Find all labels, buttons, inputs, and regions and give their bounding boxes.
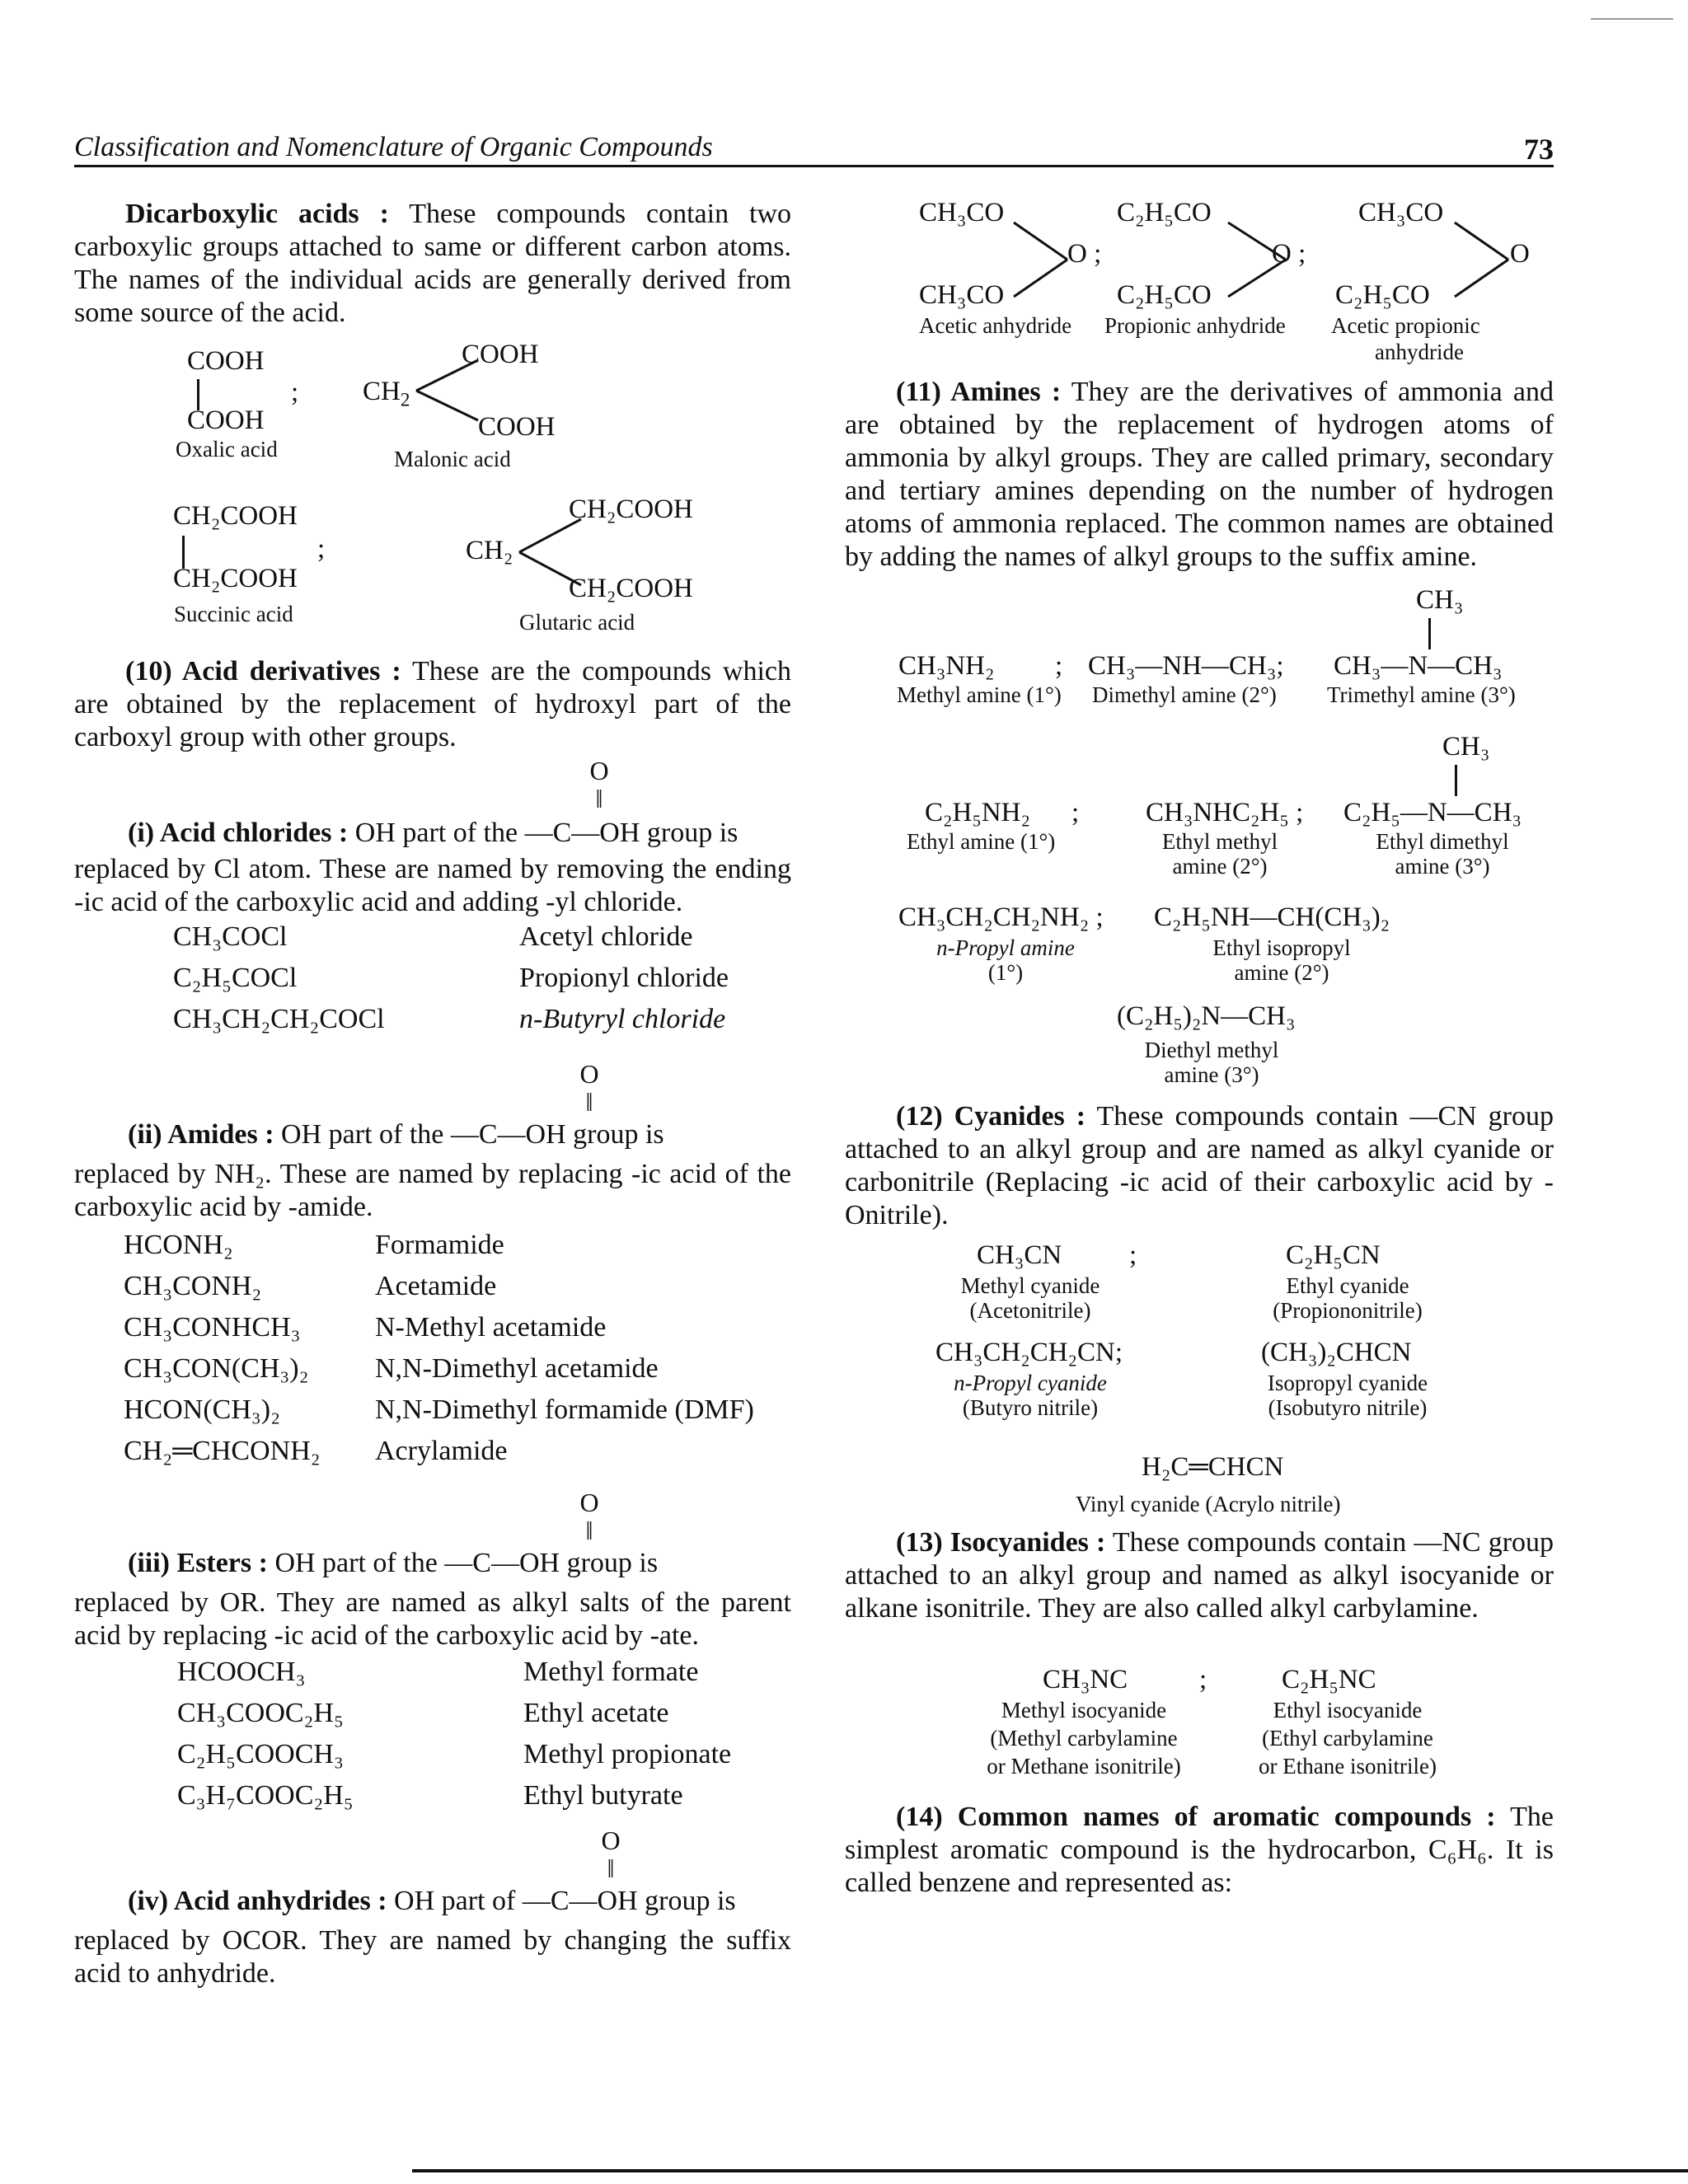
amide-formula: HCONH₂	[124, 1230, 233, 1260]
ester-carbonyl-o: O	[579, 1488, 599, 1517]
amine-branch-bond	[1455, 765, 1457, 796]
esters-line	[128, 1548, 658, 1579]
malonic-ch2: $CH_2$	[363, 377, 410, 410]
anhydride-o: O	[1510, 239, 1530, 269]
vinyl-cyanide-formula: H₂C═CHCN	[1142, 1452, 1284, 1482]
isocyanide-formula: C₂H₅NC	[1282, 1665, 1376, 1694]
amide-formula: CH₃CONHCH₃	[124, 1312, 301, 1343]
cyanide-name: n-Propyl cyanide	[954, 1371, 1107, 1395]
cyanide-alt-name: (Acetonitrile)	[969, 1298, 1091, 1323]
glutaric-bottom: CH₂COOH	[569, 574, 693, 603]
amine-sep: ;	[1071, 798, 1080, 827]
amines-text: They are the derivatives of ammonia and are obtained by the replacement of hydrogen atoms of ammonia by alkyl groups. They are called primary, secondary and tertiary amines depending on the number of hydrogen atoms of ammonia replaced. The common names are obtained by adding the names of alkyl groups to the suffix amine.	[845, 377, 1554, 572]
chloride-carbonyl-o: O	[589, 756, 609, 785]
amides-line	[128, 1119, 664, 1151]
isocyanide-alt-name: (Ethyl carbylamine	[1262, 1726, 1433, 1750]
amine-formula: C₂H₅NH—CH(CH₃)₂	[1154, 902, 1390, 932]
anhydride-top: CH₃CO	[919, 198, 1005, 227]
isocyanide-formula: CH₃NC	[1043, 1665, 1128, 1694]
amide-formula: CH₃CONH₂	[124, 1271, 262, 1301]
amide-name: Formamide	[375, 1230, 504, 1260]
amine-name: Dimethyl amine (2°)	[1092, 682, 1277, 707]
amine-name: Methyl amine (1°)	[897, 682, 1062, 707]
dicarboxylic-heading: Dicarboxylic acids :	[125, 199, 389, 229]
vinyl-cyanide-name: Vinyl cyanide (Acrylo nitrile)	[1076, 1492, 1341, 1516]
isocyanide-sep: ;	[1199, 1665, 1207, 1694]
isocyanides-paragraph	[845, 1526, 1554, 1625]
amide-name: N-Methyl acetamide	[375, 1312, 607, 1343]
cyanide-alt-name: (Isobutyro nitrile)	[1268, 1395, 1428, 1420]
amine-name-line2: (1°)	[987, 960, 1024, 985]
anhydride-name: Propionic anhydride	[1104, 313, 1286, 338]
amine-branch-top: CH₃	[1416, 585, 1464, 615]
cyanides-grid	[923, 1240, 1500, 1438]
cyanide-formula: CH₃CN	[977, 1240, 1062, 1270]
isocyanides-text: These compounds contain —NC group attached to an alkyl group and named as alkyl isocyanide or alkane isonitrile. They are also called alkyl carbylamine.	[845, 1527, 1554, 1624]
succinic-top: CH₂COOH	[173, 501, 298, 531]
amide-double-bond: ‖	[585, 1087, 593, 1117]
anhydride-name: Acetic anhydride	[919, 313, 1072, 338]
acid-derivatives-paragraph	[74, 655, 791, 754]
malonic-top: COOH	[462, 340, 539, 369]
acid-chlorides-pre: OH part of the	[354, 818, 518, 848]
aromatic-heading: (14) Common names of aromatic compounds :	[896, 1802, 1496, 1832]
aromatic-paragraph	[845, 1801, 1554, 1900]
isocyanide-name: Ethyl isocyanide	[1273, 1698, 1423, 1722]
cyanides-heading: (12) Cyanides :	[896, 1101, 1086, 1132]
anhydride-top: C₂H₅CO	[1117, 198, 1212, 227]
oxalic-name: Oxalic acid	[176, 437, 278, 462]
amide-carbonyl-o: O	[579, 1059, 599, 1089]
chloride-name: Propionyl chloride	[519, 963, 729, 993]
anhydride-bottom: CH₃CO	[919, 280, 1005, 310]
amine-formula: CH₃NH₂	[898, 651, 995, 681]
amine-branch-bond	[1428, 618, 1431, 649]
malonic-bottom: COOH	[478, 412, 556, 442]
acid-derivatives-text: These are the compounds which are obtained by the replacement of hydroxyl part of the carboxyl group with other groups.	[74, 656, 792, 752]
anhydride-bottom: C₂H₅CO	[1117, 280, 1212, 310]
chloride-name: n-Butyryl chloride	[519, 1004, 726, 1034]
isocyanides-grid	[973, 1665, 1500, 1797]
chloride-carbonyl	[587, 757, 612, 813]
amide-name: N,N-Dimethyl formamide (DMF)	[375, 1394, 754, 1425]
amine-name: Ethyl amine (1°)	[907, 829, 1056, 854]
amide-formula: CH₂═CHCONH₂	[124, 1436, 321, 1466]
amine-name: Trimethyl amine (3°)	[1327, 682, 1516, 707]
chloride-double-bond: ‖	[595, 784, 603, 813]
amine-formula: C₂H₅—N—CH₃	[1343, 798, 1522, 827]
amide-name: Acrylamide	[375, 1436, 508, 1466]
anhydride-carbonyl-o: O	[601, 1825, 621, 1855]
anhydride-name: Acetic propionic	[1331, 313, 1480, 338]
isocyanide-name: Methyl isocyanide	[1001, 1698, 1167, 1722]
ester-formula: CH₃COOC₂H₅	[177, 1698, 344, 1728]
oxalic-bottom: COOH	[187, 405, 265, 435]
amides-heading: (ii) Amides :	[128, 1119, 274, 1150]
glutaric-name: Glutaric acid	[519, 610, 635, 635]
amine-branch-top: CH₃	[1442, 732, 1490, 762]
amide-name: N,N-Dimethyl acetamide	[375, 1353, 659, 1384]
amine-sep: ;	[1055, 651, 1063, 681]
ester-formula: C₂H₅COOCH₃	[177, 1739, 344, 1769]
amine-formula: CH₃—NH—CH₃;	[1088, 651, 1284, 681]
cyanide-alt-name: (Propiononitrile)	[1273, 1298, 1423, 1323]
ester-name: Methyl propionate	[523, 1739, 732, 1769]
anhydrides-heading: (iv) Acid anhydrides :	[128, 1886, 387, 1916]
amine-formula: (C₂H₅)₂N—CH₃	[1117, 1001, 1296, 1031]
esters-text: replaced by OR. They are named as alkyl salts of the parent acid by replacing -ic acid of the carboxylic acid by -ate.	[74, 1587, 791, 1651]
amine-name-line2: amine (3°)	[1164, 1062, 1259, 1087]
ester-double-bond: ‖	[585, 1516, 593, 1545]
chloride-formula: C₂H₅COCl	[173, 963, 298, 993]
ester-name: Methyl formate	[523, 1657, 699, 1687]
aromatic-text: The simplest aromatic compound is the hydrocarbon, C₆H₆. It is called benzene and represented as:	[845, 1802, 1554, 1898]
page-number: 73	[1524, 133, 1554, 166]
cyanide-formula: (CH₃)₂CHCN	[1261, 1338, 1412, 1367]
amine-name: Diethyl methyl	[1144, 1038, 1279, 1062]
ester-name: Ethyl acetate	[523, 1698, 669, 1728]
amide-carbonyl	[577, 1060, 602, 1116]
chloride-formula: CH₃COCl	[173, 921, 288, 952]
esters-group: —C—OH group is	[444, 1548, 659, 1578]
ester-formula: C₃H₇COOC₂H₅	[177, 1780, 354, 1811]
amine-name: n-Propyl amine	[936, 935, 1075, 960]
amides-pre: OH part of the	[281, 1119, 444, 1150]
anhydride-o: O ;	[1067, 239, 1102, 269]
isocyanide-alt-name: (Methyl carbylamine	[990, 1726, 1178, 1750]
amide-name: Acetamide	[375, 1271, 497, 1301]
anhydrides-group: —C—OH group is	[522, 1886, 736, 1916]
cyanide-sep: ;	[1129, 1240, 1137, 1270]
isocyanides-heading: (13) Isocyanides :	[896, 1527, 1106, 1558]
cyanide-formula: CH₃CH₂CH₂CN;	[935, 1338, 1123, 1367]
ester-carbonyl	[577, 1488, 602, 1544]
oxalic-sep: ;	[291, 377, 299, 407]
cyanides-paragraph	[845, 1100, 1554, 1232]
amines-row-3	[898, 902, 1558, 993]
dicarboxylic-text: These compounds contain two carboxylic groups attached to same or different carbon atoms. The names of the individual acids are generally derived from some source of the acid.	[74, 199, 792, 328]
acid-chlorides-heading: (i) Acid chlorides :	[128, 818, 349, 848]
amines-row-2	[907, 732, 1566, 897]
malonic-name: Malonic acid	[394, 447, 511, 471]
cyanide-name: Methyl cyanide	[960, 1273, 1100, 1298]
anhydride-double-bond: ‖	[607, 1854, 615, 1883]
bottom-rule	[412, 2169, 1688, 2172]
vinyl-cyanide	[1063, 1452, 1393, 1526]
dicarboxylic-paragraph	[74, 198, 791, 330]
succinic-name: Succinic acid	[174, 602, 293, 626]
succinic-sep: ;	[317, 534, 326, 564]
anhydride-name-line2: anhydride	[1375, 340, 1464, 364]
amines-heading: (11) Amines :	[896, 377, 1062, 407]
succinic-bottom: CH₂COOH	[173, 564, 298, 593]
ester-formula: HCOOCH₃	[177, 1657, 306, 1687]
chloride-formula: CH₃CH₂CH₂COCl	[173, 1004, 385, 1034]
amine-name: Ethyl methyl	[1161, 829, 1278, 854]
acid-chlorides-line	[128, 818, 738, 849]
amine-formula: CH₃NHC₂H₅ ;	[1146, 798, 1304, 827]
acid-chlorides-text: replaced by Cl atom. These are named by removing the ending -ic acid of the carboxylic acid and adding -yl chloride.	[74, 854, 791, 917]
amine-name: Ethyl isopropyl	[1212, 935, 1351, 960]
cyanide-name: Isopropyl cyanide	[1267, 1371, 1428, 1395]
anhydride-top: CH₃CO	[1358, 198, 1444, 227]
amine-formula: C₂H₅NH₂	[925, 798, 1031, 827]
anhydrides-text: replaced by OCOR. They are named by changing the suffix acid to anhydride.	[74, 1925, 791, 1989]
oxalic-top: COOH	[187, 346, 265, 376]
amines-row-4	[1104, 1001, 1368, 1100]
anhydride-bottom: C₂H₅CO	[1335, 280, 1430, 310]
isocyanide-alt-name: or Ethane isonitrile)	[1259, 1754, 1437, 1779]
anhydrides-line	[128, 1886, 736, 1917]
cyanide-name: Ethyl cyanide	[1286, 1273, 1409, 1298]
glutaric-ch2: CH₂	[466, 536, 513, 565]
amine-name-line2: amine (2°)	[1234, 960, 1329, 985]
amines-paragraph	[845, 376, 1554, 574]
isocyanide-alt-name: or Methane isonitrile)	[987, 1754, 1181, 1779]
amines-row-1	[898, 585, 1558, 717]
amine-name-line2: amine (3°)	[1395, 854, 1490, 879]
glutaric-top: CH₂COOH	[569, 494, 693, 524]
cyanide-alt-name: (Butyro nitrile)	[962, 1395, 1099, 1420]
anhydride-carbonyl	[598, 1826, 623, 1882]
amine-name: Ethyl dimethyl	[1376, 829, 1509, 854]
acid-chlorides-group: —C—OH group is	[524, 818, 738, 848]
page-header	[74, 132, 1554, 167]
amide-formula: CH₃CON(CH₃)₂	[124, 1353, 309, 1384]
amine-name-line2: amine (2°)	[1172, 854, 1268, 879]
acid-derivatives-heading: (10) Acid derivatives :	[125, 656, 401, 687]
amine-formula: CH₃—N—CH₃	[1334, 651, 1503, 681]
anhydrides-pre: OH part of	[394, 1886, 516, 1916]
chloride-name: Acetyl chloride	[519, 921, 693, 952]
top-edge-mark	[1591, 18, 1673, 20]
amides-group: —C—OH group is	[450, 1119, 664, 1150]
esters-heading: (iii) Esters :	[128, 1548, 268, 1578]
ester-name: Ethyl butyrate	[523, 1780, 683, 1811]
cyanides-text: These compounds contain —CN group attached to an alkyl group and are named as alkyl cyanide or carbonitrile (Replacing -ic acid of their carboxylic acid by -Onitrile).	[845, 1101, 1554, 1230]
anhydride-o: O ;	[1272, 239, 1306, 269]
amine-formula: CH₃CH₂CH₂NH₂ ;	[898, 902, 1104, 932]
esters-pre: OH part of the	[274, 1548, 438, 1578]
cyanide-formula: C₂H₅CN	[1286, 1240, 1381, 1270]
running-title: Classification and Nomenclature of Organic Compounds	[74, 132, 713, 162]
amide-formula: HCON(CH₃)₂	[124, 1394, 280, 1425]
amides-text: replaced by NH₂. These are named by replacing -ic acid of the carboxylic acid by -amide.	[74, 1159, 791, 1222]
